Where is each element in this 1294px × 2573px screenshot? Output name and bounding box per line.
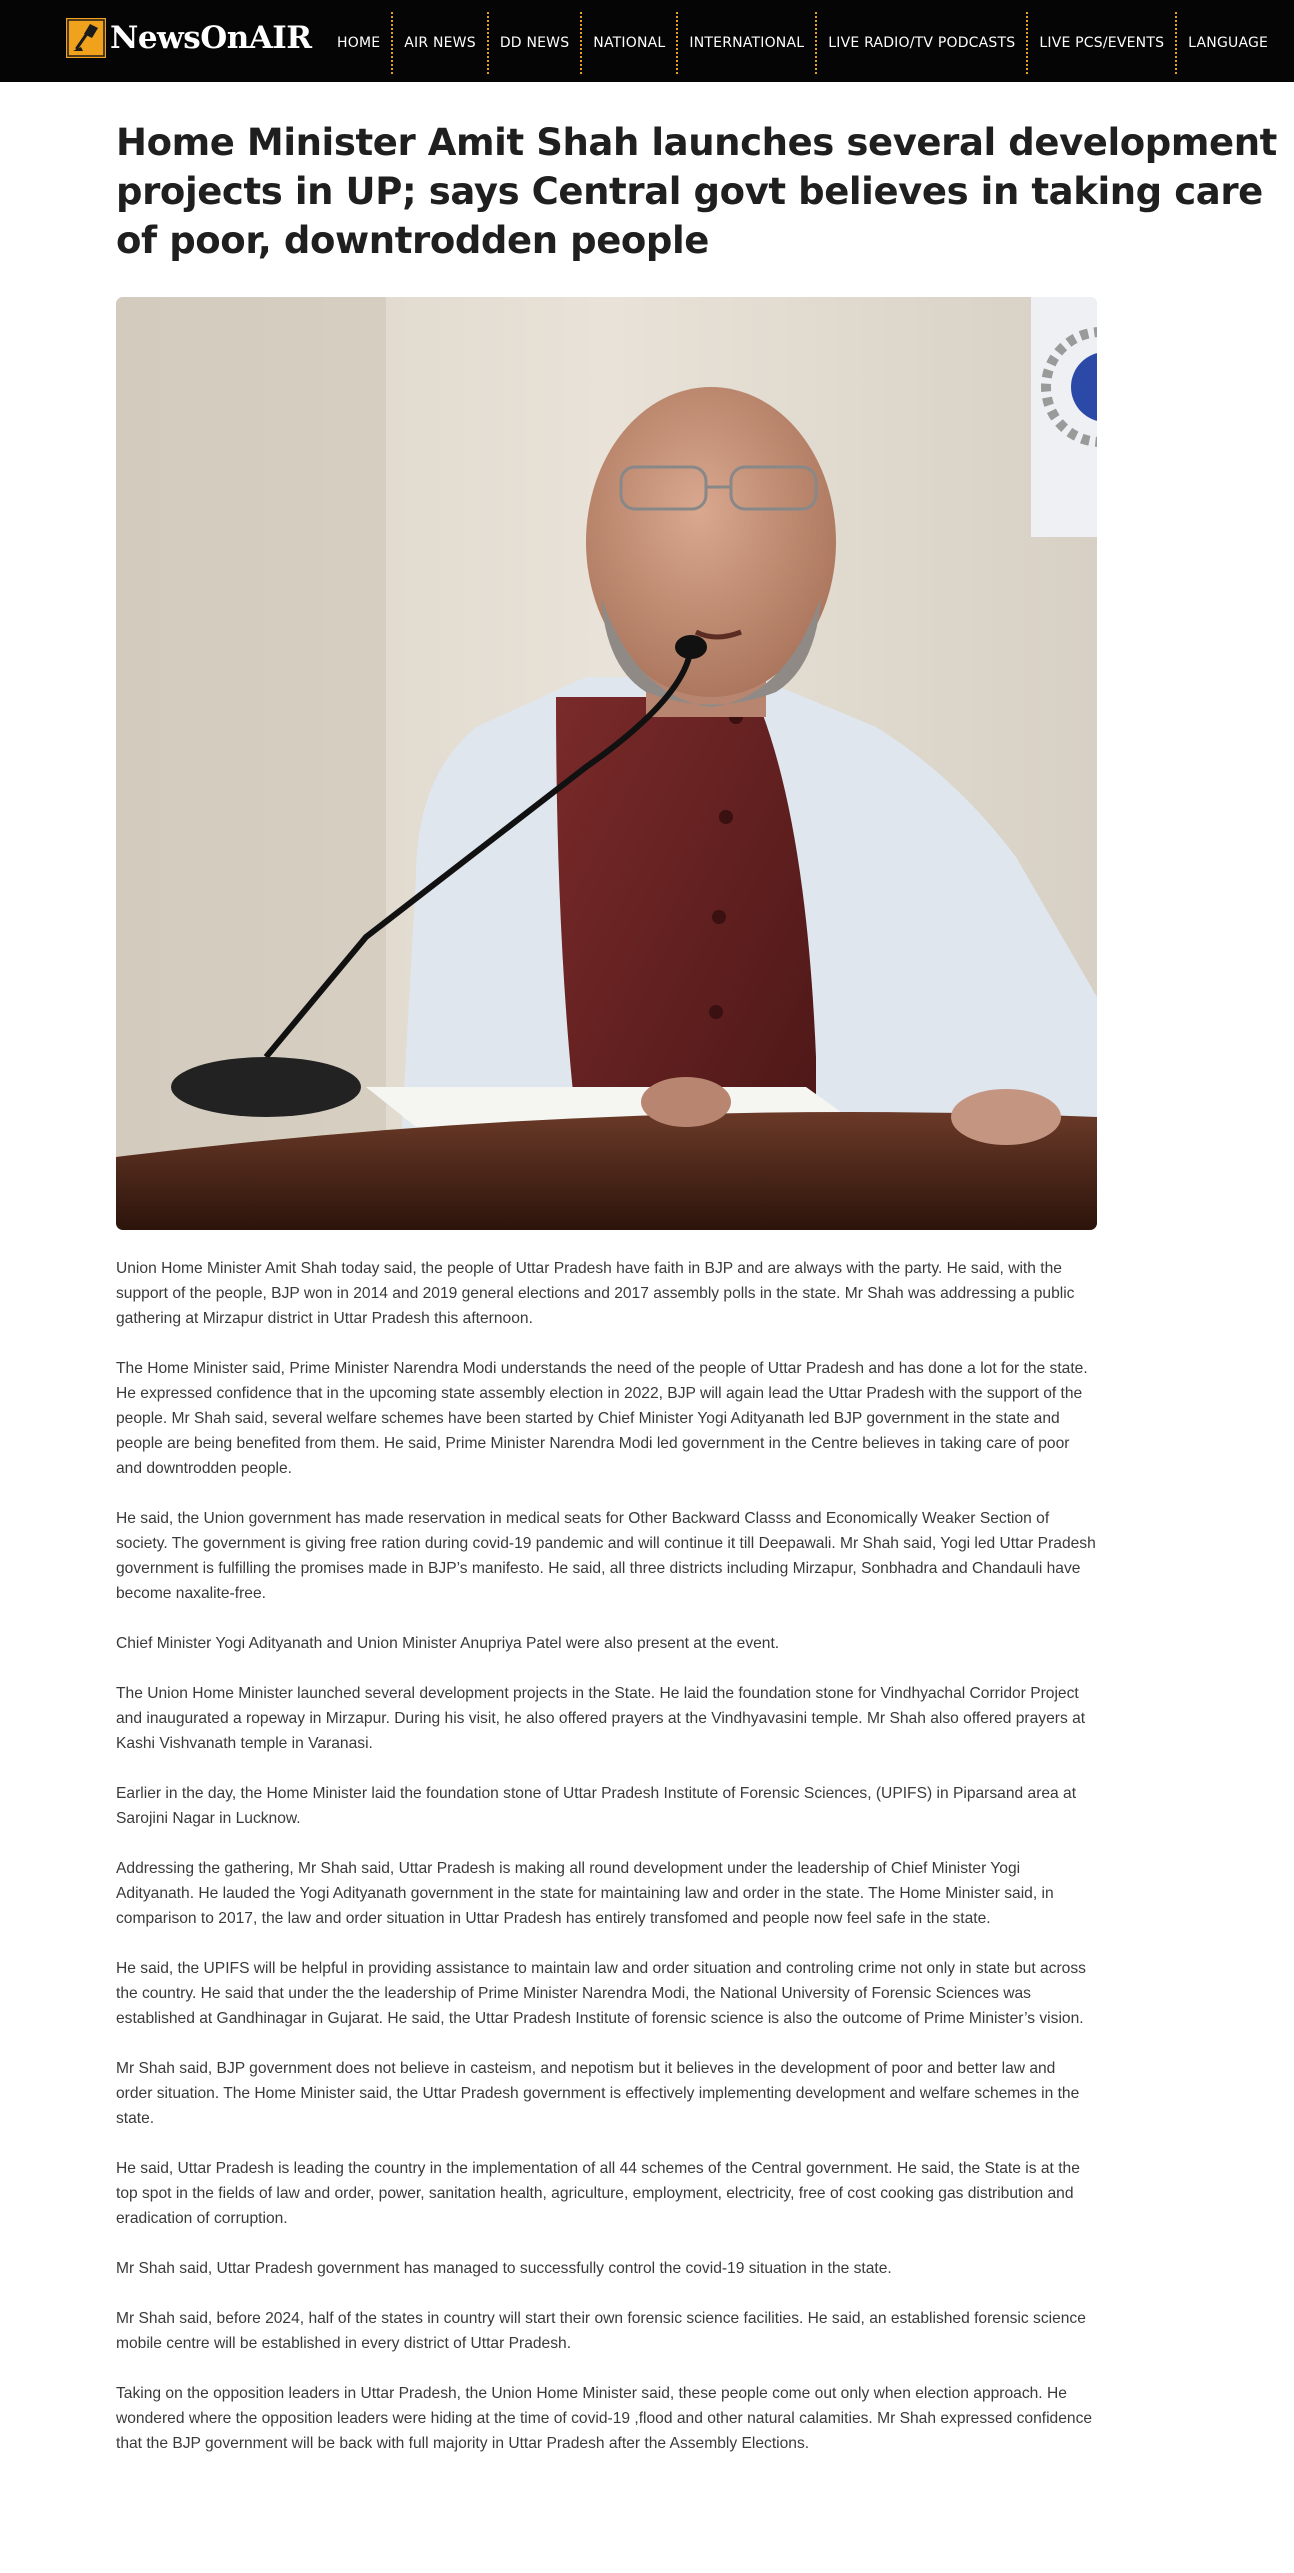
- article-paragraph: The Union Home Minister launched several development projects in the State. He laid the foundation stone for Vindhyachal Corridor Project and inaugurated a ropeway in Mirzapur. During his visit, he also offered prayers at the Vindhyavasini temple. Mr Shah also offered prayers at Kashi Vishvanath temple in Varanasi.: [116, 1685, 1086, 1752]
- microphone-logo-icon: [66, 18, 106, 58]
- article-paragraph: He said, the UPIFS will be helpful in providing assistance to maintain law and order situation and controling crime not only in state but across the country. He said that under the the leadership of Prime Minister Narendra Modi, the National University of Forensic Sciences was established at Gandhinagar in Gujarat. He said, the Uttar Pradesh Institute of forensic science is also the outcome of Prime Minister’s vision.: [116, 1960, 1086, 2027]
- main-nav: [326, 8, 1279, 78]
- site-logo[interactable]: [66, 18, 312, 58]
- article-paragraph: Chief Minister Yogi Adityanath and Union Minister Anupriya Patel were also present at the event.: [116, 1635, 780, 1652]
- article-paragraph: Mr Shah said, BJP government does not believe in casteism, and nepotism but it believes in the development of poor and better law and order situation. The Home Minister said, the Uttar Pradesh government is effectively implementing development and welfare schemes in the state.: [116, 2060, 1080, 2127]
- article-paragraph: Addressing the gathering, Mr Shah said, Uttar Pradesh is making all round development under the leadership of Chief Minister Yogi Adityanath. He lauded the Yogi Adityanath government in the state for maintaining law and order in the state. The Home Minister said, in comparison to 2017, the law and order situation in Uttar Pradesh has entirely transfomed and people now feel safe in the state.: [116, 1860, 1054, 1927]
- nav-item-home[interactable]: HOME: [326, 12, 393, 74]
- article-paragraph: Taking on the opposition leaders in Uttar Pradesh, the Union Home Minister said, these people come out only when election approach. He wondered where the opposition leaders were hiding at the time of covid-19 ,flood and other natural calamities. Mr Shah expressed confidence that the BJP government will be back with full majority in Uttar Pradesh after the Assembly Elections.: [116, 2385, 1093, 2452]
- article-paragraph: He said, Uttar Pradesh is leading the country in the implementation of all 44 schemes of the Central government. He said, the State is at the top spot in the fields of law and order, power, sanitation health, agriculture, employment, electricity, free of cost cooking gas distribution and eradication of corruption.: [116, 2160, 1080, 2227]
- nav-item-international[interactable]: INTERNATIONAL: [678, 12, 817, 74]
- article-paragraph: Union Home Minister Amit Shah today said, the people of Uttar Pradesh have faith in BJP and are always with the party. He said, with the support of the people, BJP won in 2014 and 2019 general elections and 2017 assembly polls in the state. Mr Shah was addressing a public gathering at Mirzapur district in Uttar Pradesh this afternoon.: [116, 1260, 1075, 1327]
- top-navbar: [0, 0, 1294, 82]
- nav-item-national[interactable]: NATIONAL: [582, 12, 678, 74]
- article-paragraph: Mr Shah said, Uttar Pradesh government has managed to successfully control the covid-19 situation in the state.: [116, 2260, 892, 2277]
- article-hero-image: [116, 297, 1097, 1230]
- nav-item-live-pcs-events[interactable]: LIVE PCS/EVENTS: [1028, 12, 1177, 74]
- article-title: Home Minister Amit Shah launches several development projects in UP; says Central govt believes in taking care of poor, downtrodden people: [116, 121, 1277, 262]
- nav-item-live-radio-tv-podcasts[interactable]: LIVE RADIO/TV PODCASTS: [817, 12, 1028, 74]
- nav-item-language[interactable]: LANGUAGE: [1188, 35, 1269, 51]
- article-paragraph: He said, the Union government has made reservation in medical seats for Other Backward Classs and Economically Weaker Section of society. The government is giving free ration during covid-19 pandemic and will continue it till Deepawali. Mr Shah said, Yogi led Uttar Pradesh government is fulfilling the promises made in BJP’s manifesto. He said, all three districts including Mirzapur, Sonbhadra and Chandauli have become naxalite-free.: [116, 1510, 1096, 1602]
- site-name: NewsOnAIR: [110, 20, 312, 56]
- article-paragraph: Earlier in the day, the Home Minister laid the foundation stone of Uttar Pradesh Institute of Forensic Sciences, (UPIFS) in Piparsand area at Sarojini Nagar in Lucknow.: [116, 1785, 1077, 1827]
- article-paragraph: Mr Shah said, before 2024, half of the states in country will start their own forensic science facilities. He said, an established forensic science mobile centre will be established in every district of Uttar Pradesh.: [116, 2310, 1086, 2352]
- nav-item-dd-news[interactable]: DD NEWS: [489, 12, 582, 74]
- nav-item-air-news[interactable]: AIR NEWS: [393, 12, 489, 74]
- article-body: [116, 1256, 1096, 2481]
- article-paragraph: The Home Minister said, Prime Minister Narendra Modi understands the need of the people of Uttar Pradesh and has done a lot for the state. He expressed confidence that in the upcoming state assembly election in 2022, BJP will again lead the Uttar Pradesh with the support of the people. Mr Shah said, several welfare schemes have been started by Chief Minister Yogi Adityanath led BJP government in the state and people are being benefited from them. He said, Prime Minister Narendra Modi led government in the Centre believes in taking care of poor and downtrodden people.: [116, 1360, 1088, 1477]
